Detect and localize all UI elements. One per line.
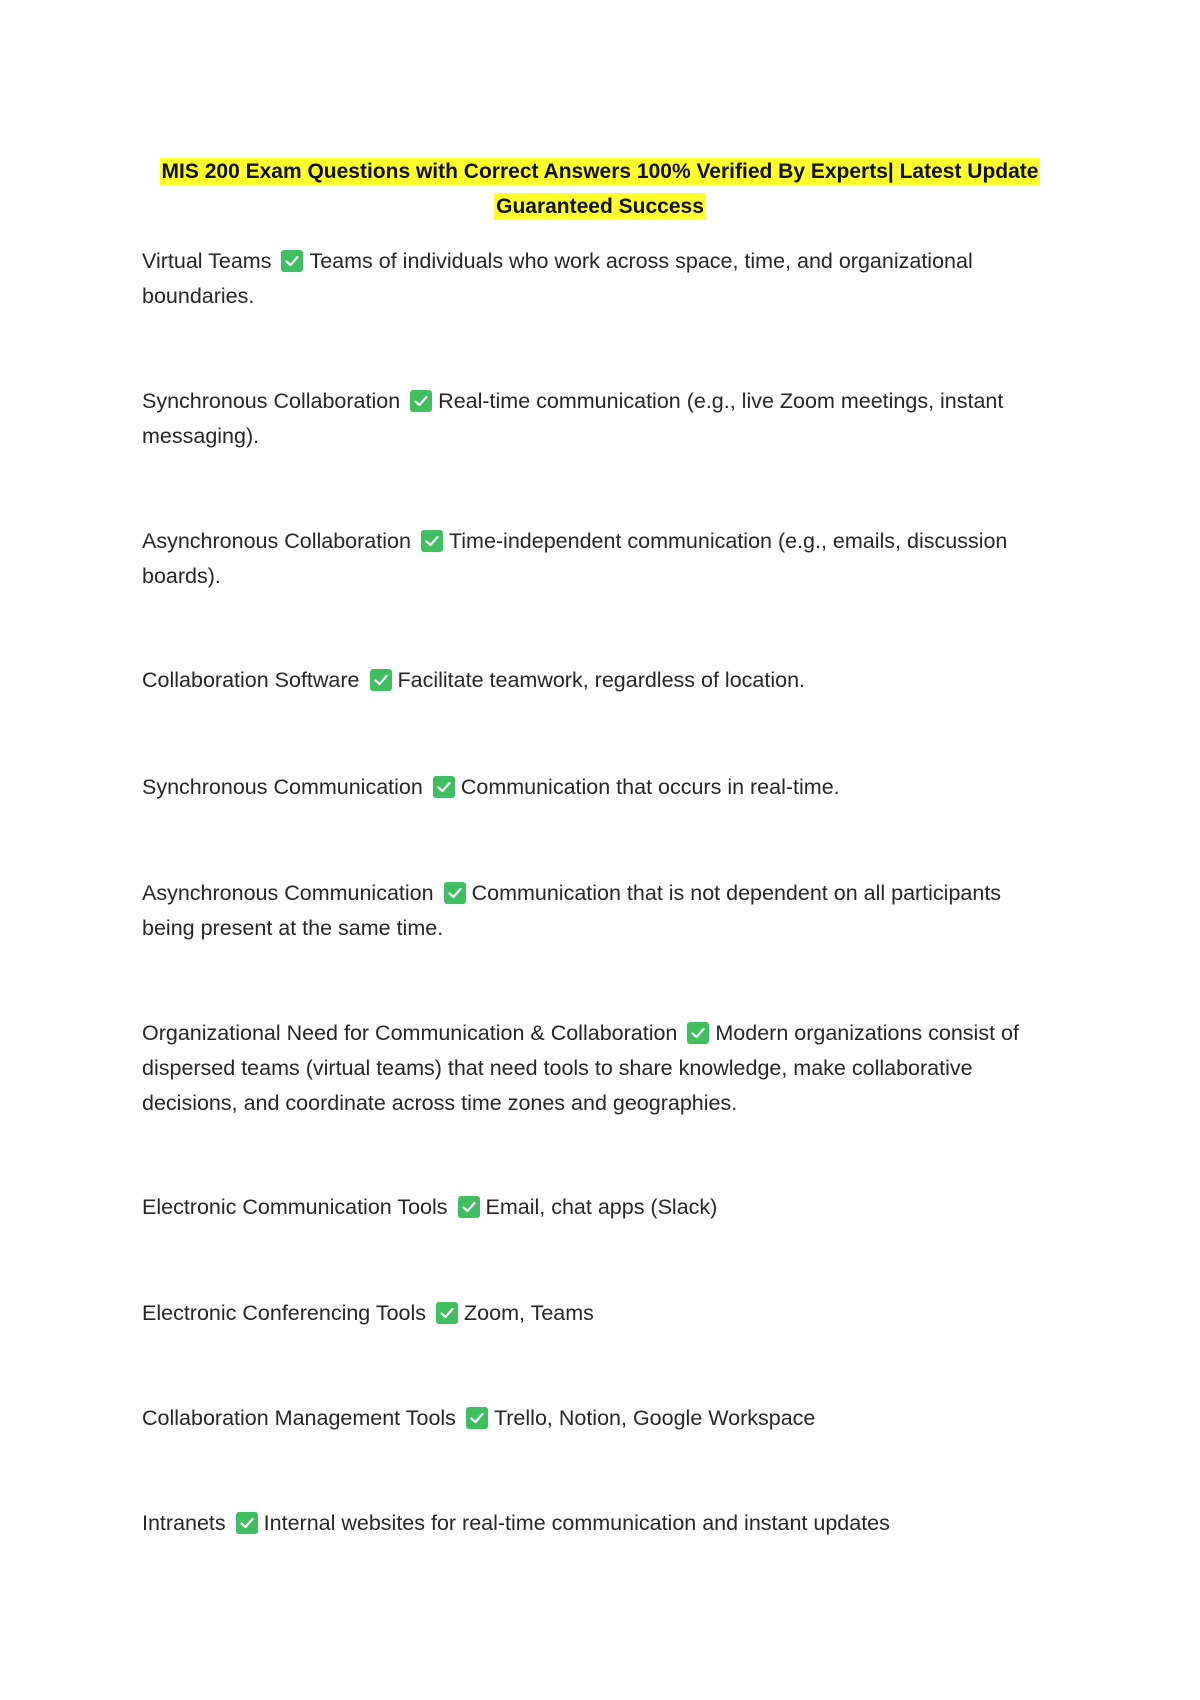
title-line-2: Guaranteed Success bbox=[496, 195, 704, 218]
entry-definition: Communication that is not dependent on all participants being present at the same time. bbox=[142, 881, 1002, 940]
qa-entry bbox=[142, 663, 1042, 698]
entry-term: Synchronous Communication bbox=[142, 775, 423, 799]
qa-entry bbox=[142, 1190, 1042, 1225]
checkmark-icon bbox=[370, 669, 392, 691]
qa-entry bbox=[142, 1401, 1042, 1436]
checkmark-icon bbox=[281, 250, 303, 272]
entry-definition: Internal websites for real-time communication and instant updates bbox=[263, 1511, 890, 1535]
entry-definition: Email, chat apps (Slack) bbox=[485, 1195, 718, 1219]
qa-entry bbox=[142, 876, 1042, 946]
entry-definition: Real-time communication (e.g., live Zoom meetings, instant messaging). bbox=[142, 389, 1004, 448]
document-title bbox=[130, 154, 1070, 224]
checkmark-icon bbox=[436, 1302, 458, 1324]
checkmark-icon bbox=[410, 390, 432, 412]
entry-term: Asynchronous Communication bbox=[142, 881, 434, 905]
entry-definition: Modern organizations consist of dispersed teams (virtual teams) that need tools to share knowledge, make collaborative decisions, and coordinate across time zones and geographies. bbox=[142, 1021, 1019, 1115]
entry-definition: Communication that occurs in real-time. bbox=[460, 775, 840, 799]
checkmark-icon bbox=[433, 776, 455, 798]
entry-term: Electronic Communication Tools bbox=[142, 1195, 448, 1219]
checkmark-icon bbox=[466, 1407, 488, 1429]
entry-definition: Zoom, Teams bbox=[464, 1301, 594, 1325]
entry-term: Intranets bbox=[142, 1511, 226, 1535]
checkmark-icon bbox=[236, 1512, 258, 1534]
qa-entry bbox=[142, 1296, 1042, 1331]
checkmark-icon bbox=[687, 1022, 709, 1044]
qa-entry bbox=[142, 770, 1042, 805]
entry-definition: Trello, Notion, Google Workspace bbox=[493, 1406, 816, 1430]
entry-definition: Facilitate teamwork, regardless of location. bbox=[397, 668, 805, 692]
entry-term: Synchronous Collaboration bbox=[142, 389, 401, 413]
entry-definition: Teams of individuals who work across space, time, and organizational boundaries. bbox=[142, 249, 973, 308]
entry-term: Collaboration Management Tools bbox=[142, 1406, 456, 1430]
entry-term: Asynchronous Collaboration bbox=[142, 529, 411, 553]
qa-entry bbox=[142, 384, 1042, 454]
entry-term: Collaboration Software bbox=[142, 668, 360, 692]
entry-definition: Time-independent communication (e.g., emails, discussion boards). bbox=[142, 529, 1008, 588]
checkmark-icon bbox=[444, 882, 466, 904]
checkmark-icon bbox=[421, 530, 443, 552]
qa-entry bbox=[142, 524, 1042, 594]
qa-entry bbox=[142, 1506, 1042, 1541]
entry-term: Electronic Conferencing Tools bbox=[142, 1301, 427, 1325]
qa-entry bbox=[142, 1016, 1042, 1121]
entry-term: Organizational Need for Communication & Collaboration bbox=[142, 1021, 678, 1045]
entry-term: Virtual Teams bbox=[142, 249, 272, 273]
title-line-1: MIS 200 Exam Questions with Correct Answers 100% Verified By Experts| Latest Update bbox=[161, 160, 1039, 183]
checkmark-icon bbox=[458, 1196, 480, 1218]
qa-entry bbox=[142, 244, 1042, 314]
